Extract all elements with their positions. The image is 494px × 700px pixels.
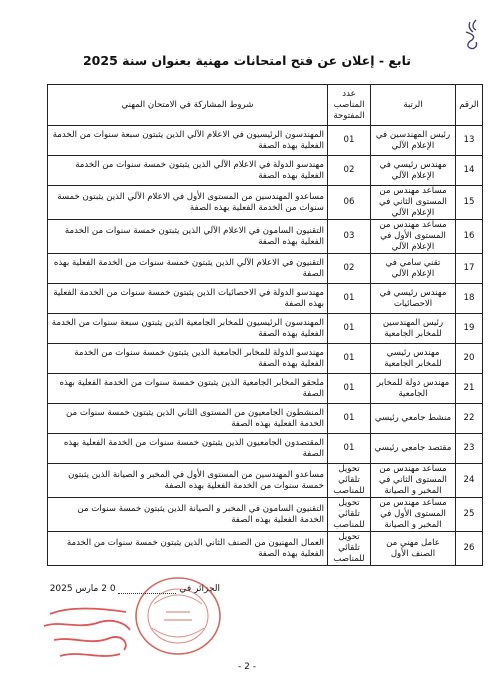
official-stamp: [132, 574, 224, 658]
row-rank: منشط جامعي رئيسي: [371, 404, 456, 434]
row-conditions: مساعدو المهندسين من المستوى الأول في المخبر و الصيانة الذين يثبتون خمسة سنوات من الخدمة الفعلية بهذه الصفة: [48, 464, 328, 498]
row-count: 03: [328, 220, 371, 254]
row-number: 20: [456, 344, 483, 374]
footer-year: 2025: [49, 584, 73, 594]
row-count: تحويل تلقائي للمناصب: [328, 464, 371, 498]
row-number: 26: [456, 532, 483, 566]
header-rank: الرتبة: [371, 85, 456, 126]
table-row: [48, 464, 483, 498]
footer-place: الجزائر في: [179, 584, 220, 594]
table-row: [48, 314, 483, 344]
header-count: عدد المناصب المفتوحة: [328, 85, 371, 126]
row-rank: مهندس رئيسي في الاحصائيات: [371, 284, 456, 314]
row-number: 19: [456, 314, 483, 344]
table-row: [48, 532, 483, 566]
row-rank: مساعد مهندس من المستوى الأول في الإعلام الآلي: [371, 220, 456, 254]
row-rank: مهندس رئيسي للمخابر الجامعية: [371, 344, 456, 374]
row-conditions: المهندسون الرئيسيون للمخابر الجامعية الذين يثبتون سبعة سنوات من الخدمة الفعلية بهذه الصفة: [48, 314, 328, 344]
row-count: تحويل تلقائي للمناصب: [328, 532, 371, 566]
table-row: [48, 284, 483, 314]
row-rank: عامل مهني من الصنف الأول: [371, 532, 456, 566]
row-count: 01: [328, 284, 371, 314]
row-number: 17: [456, 254, 483, 284]
row-count: 01: [328, 404, 371, 434]
row-rank: تقني سامي في الإعلام الآلي: [371, 254, 456, 284]
row-count: 06: [328, 186, 371, 220]
table-row: [48, 254, 483, 284]
row-count: تحويل تلقائي للمناصب: [328, 498, 371, 532]
row-count: 01: [328, 314, 371, 344]
row-conditions: التقنيون السامون في الاعلام الآلي الذين يثبتون خمسة سنوات من الخدمة الفعلية بهذه الصفة: [48, 220, 328, 254]
table-row: [48, 186, 483, 220]
row-count: 01: [328, 374, 371, 404]
row-number: 25: [456, 498, 483, 532]
row-rank: مهندس دولة للمخابر الجامعية: [371, 374, 456, 404]
row-count: 01: [328, 434, 371, 464]
footer-day: 0 2: [101, 584, 116, 594]
row-rank: مهندس رئيسي في الإعلام الآلي: [371, 156, 456, 186]
row-number: 22: [456, 404, 483, 434]
table-row: [48, 374, 483, 404]
row-number: 23: [456, 434, 483, 464]
row-conditions: المهندسون الرئيسيون في الاعلام الآلي الذين يثبتون سبعة سنوات من الخدمة الفعلية بهذه الصفة: [48, 126, 328, 156]
row-number: 15: [456, 186, 483, 220]
table-row: [48, 498, 483, 532]
row-count: 01: [328, 126, 371, 156]
table-row: [48, 404, 483, 434]
row-conditions: مهندسو الدولة في الاعلام الآلي الذين يثبتون خمسة سنوات من الخدمة الفعلية بهذه الصفة: [48, 156, 328, 186]
header-conditions: شروط المشاركة في الامتحان المهني: [48, 85, 328, 126]
row-number: 13: [456, 126, 483, 156]
row-number: 18: [456, 284, 483, 314]
row-count: 02: [328, 156, 371, 186]
row-conditions: مساعدو المهندسين من المستوى الأول في الاعلام الآلي الذين يثبتون خمسة سنوات من الخدمة الفعلية بهذه الصفة: [48, 186, 328, 220]
row-rank: مساعد مهندس من المستوى الأول في المخبر و الصيانة: [371, 498, 456, 532]
handwritten-annotation: [458, 18, 484, 52]
row-count: 01: [328, 344, 371, 374]
row-count: 02: [328, 254, 371, 284]
header-num: الرقم: [456, 85, 483, 126]
table-row: [48, 156, 483, 186]
row-number: 14: [456, 156, 483, 186]
table-row: [48, 126, 483, 156]
row-conditions: التقنيون السامون في المخبر و الصيانة الذين يثبتون خمسة سنوات من الخدمة الفعلية بهذه الصفة: [48, 498, 328, 532]
row-conditions: التقنيون في الاعلام الآلي الذين يثبتون خمسة سنوات من الخدمة الفعلية بهذه الصفة: [48, 254, 328, 284]
footer-month: مارس: [75, 584, 99, 594]
row-number: 24: [456, 464, 483, 498]
table-row: [48, 220, 483, 254]
row-rank: رئيس المهندسين للمخابر الجامعية: [371, 314, 456, 344]
row-conditions: المقتصدون الجامعيون الذين يثبتون خمسة سنوات من الخدمة الفعلية بهذه الصفة: [48, 434, 328, 464]
row-rank: مساعد مهندس من المستوى الثاني في الإعلام الآلي: [371, 186, 456, 220]
page-title: تابع - إعلان عن فتح امتحانات مهنية بعنوان سنة 2025: [82, 53, 411, 68]
row-rank: رئيس المهندسين في الإعلام الآلي: [371, 126, 456, 156]
row-conditions: مهندسو الدولة للمخابر الجامعية الذين يثبتون خمسة سنوات من الخدمة الفعلية بهذه الصفة: [48, 344, 328, 374]
row-number: 21: [456, 374, 483, 404]
row-conditions: المنشطون الجامعيون من المستوى الثاني الذين يثبتون خمسة سنوات من الخدمة الفعلية بهذه الصفة: [48, 404, 328, 434]
row-rank: مساعد مهندس من المستوى الثاني في المخبر و الصيانة: [371, 464, 456, 498]
row-rank: مقتصد جامعي رئيسي: [371, 434, 456, 464]
row-conditions: مهندسو الدولة في الاحصائيات الذين يثبتون خمسة سنوات من الخدمة الفعلية بهذه الصفة: [48, 284, 328, 314]
row-number: 16: [456, 220, 483, 254]
table-row: [48, 434, 483, 464]
row-conditions: العمال المهنيون من الصنف الثاني الذين يثبتون خمسة سنوات من الخدمة الفعلية بهذه الصفة: [48, 532, 328, 566]
row-conditions: ملحقو المخابر الجامعية الذين يثبتون خمسة سنوات من الخدمة الفعلية بهذه الصفة: [48, 374, 328, 404]
exams-table: [47, 84, 483, 566]
page-number: - 2 -: [238, 662, 256, 672]
table-row: [48, 344, 483, 374]
